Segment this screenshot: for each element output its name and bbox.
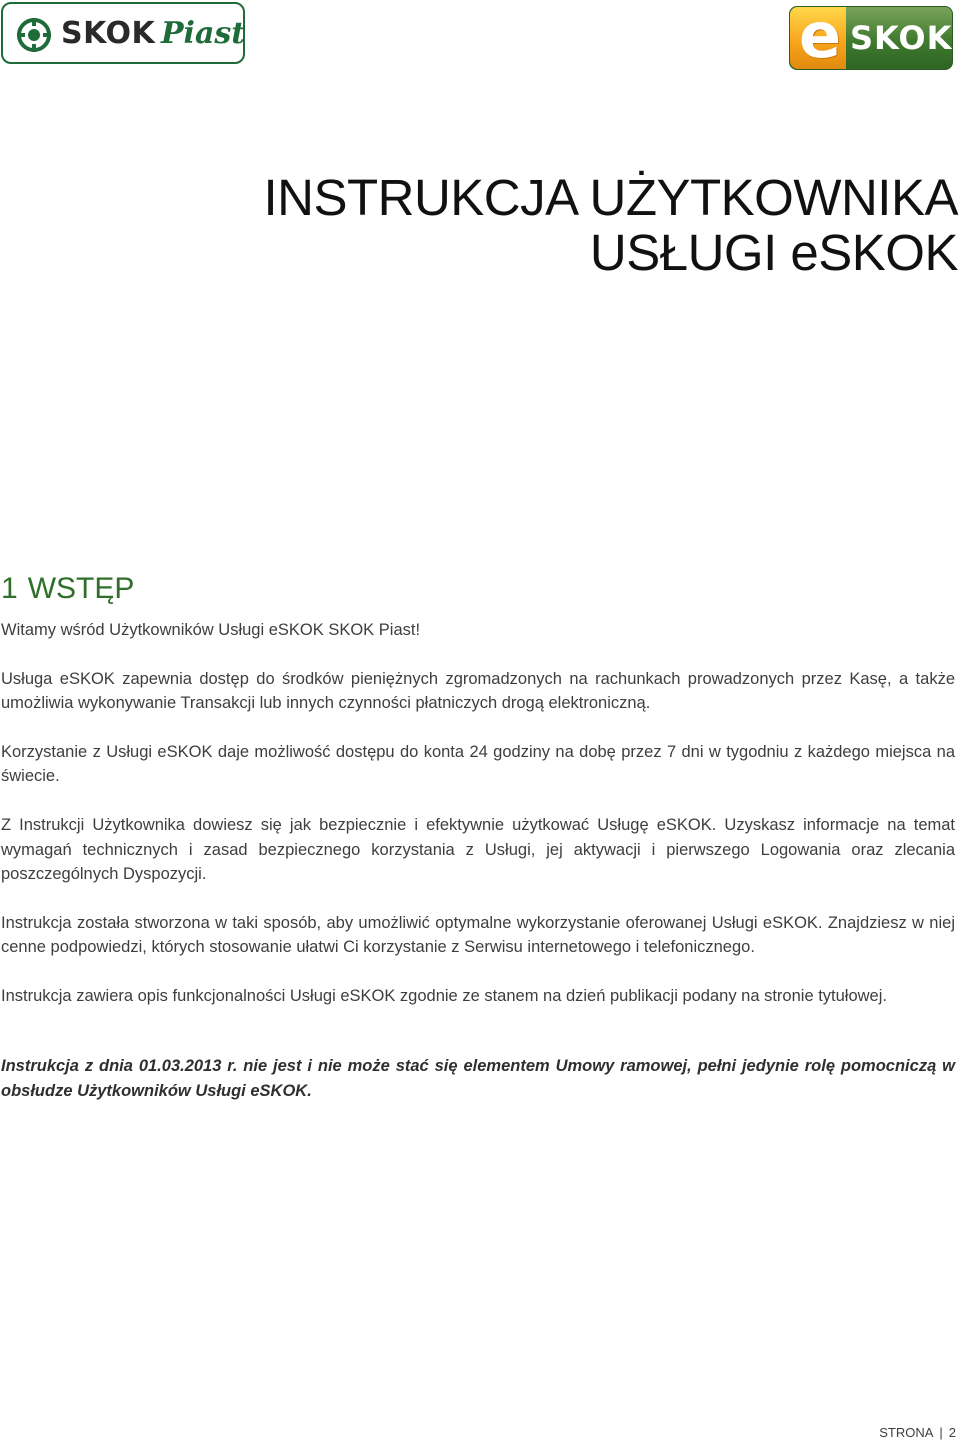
skok-emblem-icon <box>17 18 51 52</box>
page-number: 2 <box>948 1425 956 1440</box>
paragraph-availability: Korzystanie z Usługi eSKOK daje możliwość dostępu do konta 24 godziny na dobę przez 7 dni w tygodniu z każdego miejsca na świecie. <box>1 743 955 786</box>
skok-piast-logo <box>1 2 245 64</box>
document-title <box>263 170 958 280</box>
logo-piast-word: Piast <box>161 16 246 51</box>
eskok-e-badge <box>790 0 846 72</box>
eskok-e-letter: e <box>798 0 842 72</box>
section-content <box>1 618 955 1128</box>
paragraph-guide-purpose: Instrukcja została stworzona w taki sposób, aby umożliwić optymalne wykorzystanie oferowanej Usługi eSKOK. Znajdziesz w niej cenne podpowiedzi, których stosowanie ułatwi Ci korzystanie z Serwisu internetowego i telefonicznego. <box>1 913 955 957</box>
eskok-logo <box>789 0 953 72</box>
section-title: WSTĘP <box>27 572 135 605</box>
paragraph-guide-scope: Z Instrukcji Użytkownika dowiesz się jak bezpiecznie i efektywnie użytkować Usługę eSKOK. Uzyskasz informacje na temat wymagań technicznych i zasad bezpiecznego korzystania z Usługi, jej aktywacji i pierwszego Logowania oraz zlecania poszczególnych Dyspozycji. <box>1 816 955 884</box>
title-line-1: INSTRUKCJA UŻYTKOWNIKA <box>263 169 958 226</box>
legal-note: Instrukcja z dnia 01.03.2013 r. nie jest i nie może stać się elementem Umowy ramowej, pełni jedynie rolę pomocniczą w obsłudze Użytkowników Usługi eSKOK. <box>1 1057 955 1100</box>
footer-label: STRONA <box>879 1425 934 1440</box>
section-number: 1 <box>1 572 18 605</box>
logo-skok-word: SKOK <box>61 16 156 51</box>
page-footer <box>879 1424 956 1442</box>
paragraph-welcome: Witamy wśród Użytkowników Usługi eSKOK SKOK Piast! <box>1 621 421 639</box>
title-line-2: USŁUGI eSKOK <box>589 224 958 281</box>
eskok-word: SKOK <box>850 19 953 57</box>
section-heading <box>1 570 134 608</box>
footer-separator: | <box>939 1425 943 1440</box>
paragraph-service-access: Usługa eSKOK zapewnia dostęp do środków pieniężnych zgromadzonych na rachunkach prowadzonych przez Kasę, a także umożliwia wykonywanie Transakcji lub innych czynności płatniczych drogą elektroniczną. <box>1 669 955 713</box>
paragraph-functionality: Instrukcja zawiera opis funkcjonalności Usługi eSKOK zgodnie ze stanem na dzień publikacji podany na stronie tytułowej. <box>1 987 887 1006</box>
